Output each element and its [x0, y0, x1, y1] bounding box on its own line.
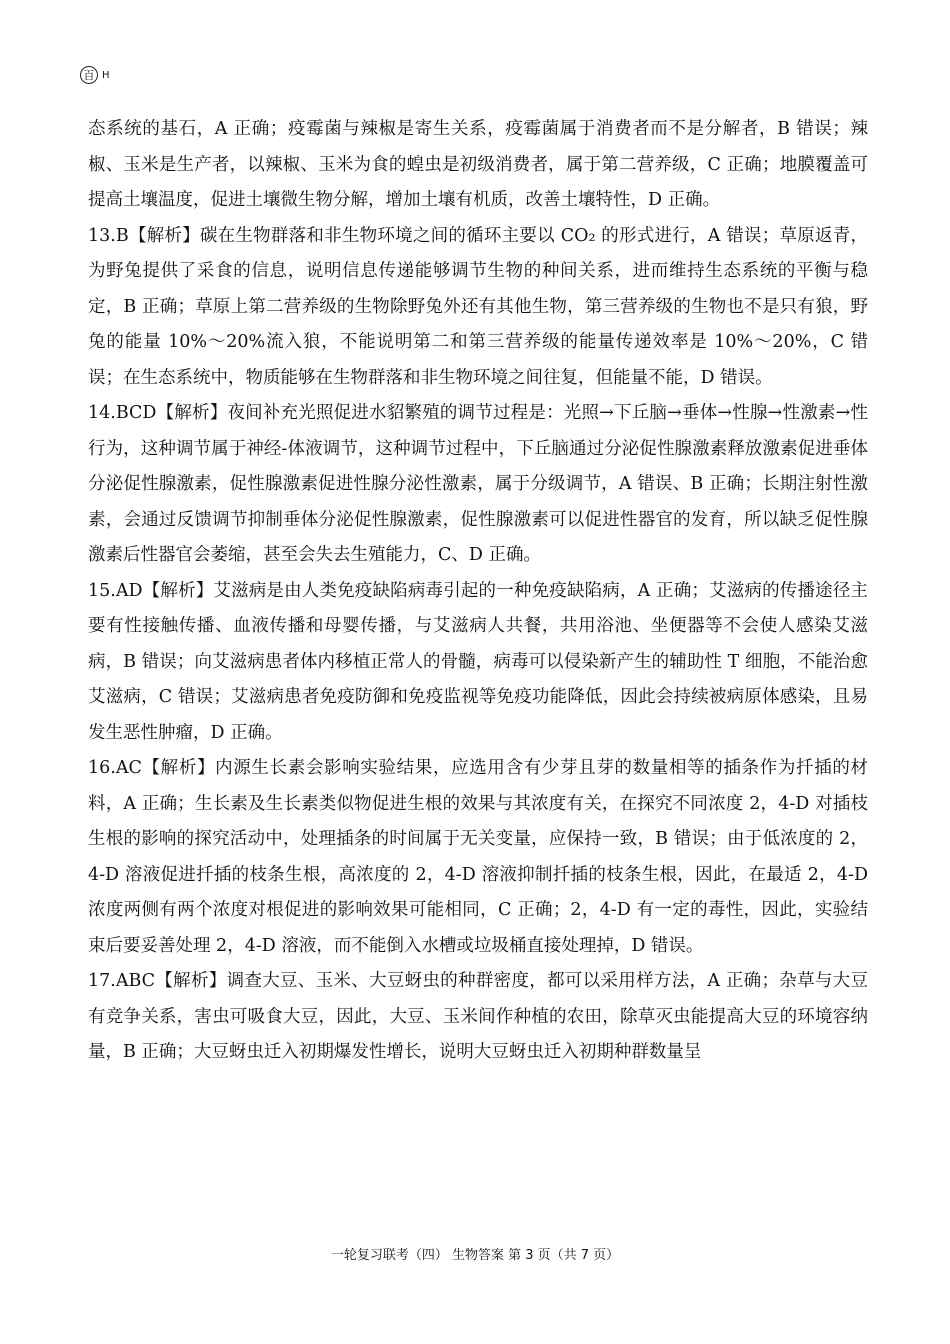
logo-letter: H: [102, 69, 110, 81]
paragraph-15: 15.AD【解析】艾滋病是由人类免疫缺陷病毒引起的一种免疫缺陷病，A 正确；艾滋病的传播途径主要有性接触传播、血液传播和母婴传播，与艾滋病人共餐，共用浴池、坐便器等不会使人感染艾滋病，B 错误；向艾滋病患者体内移植正常人的骨髓，病毒可以侵染新产生的辅助性 T 细胞，不能治愈艾滋病，C 错误；艾滋病患者免疫防御和免疫监视等免疫功能降低，因此会持续被病原体感染，且易发生恶性肿瘤，D 正确。: [88, 580, 868, 743]
paragraph-16: 16.AC【解析】内源生长素会影响实验结果，应选用含有少芽且芽的数量相等的插条作为扦插的材料，A 正确；生长素及生长素类似物促进生根的效果与其浓度有关，在探究不同浓度 2，4-D 对插枝生根的影响的探究活动中，处理插条的时间属于无关变量，应保持一致，B 错误；由于低浓度的 2，4-D 溶液促进扦插的枝条生根，高浓度的 2，4-D 溶液抑制扦插的枝条生根，因此，在最适 2，4-D 浓度两侧有两个浓度对根促进的影响效果可能相同，C 正确；2，4-D 有一定的毒性，因此，实验结束后要妥善处理 2，4-D 溶液，而不能倒入水槽或垃圾桶直接处理掉，D 错误。: [88, 758, 868, 956]
paragraph-13: 13.B【解析】碳在生物群落和非生物环境之间的循环主要以 CO₂ 的形式进行，A 错误；草原返青，为野兔提供了采食的信息，说明信息传递能够调节生物的种间关系，进而维持生态系统的平衡与稳定，B 正确；草原上第二营养级的生物除野兔外还有其他生物，第三营养级的生物也不是只有狼，野兔的能量 10%～20%流入狼，不能说明第二和第三营养级的能量传递效率是 10%～20%，C 错误；在生态系统中，物质能够在生物群落和非生物环境之间往复，但能量不能，D 错误。: [88, 225, 868, 388]
paragraph-17: 17.ABC【解析】调查大豆、玉米、大豆蚜虫的种群密度，都可以采用样方法，A 正确；杂草与大豆有竞争关系，害虫可吸食大豆，因此，大豆、玉米间作种植的农田，除草灭虫能提高大豆的环境容纳量，B 正确；大豆蚜虫迁入初期爆发性增长，说明大豆蚜虫迁入初期种群数量呈: [88, 971, 868, 1062]
answer-explanations: [88, 112, 868, 1071]
logo-circle-icon: 百: [80, 66, 98, 84]
paragraph-12-continued: 态系统的基石，A 正确；疫霉菌与辣椒是寄生关系，疫霉菌属于消费者而不是分解者，B 错误；辣椒、玉米是生产者，以辣椒、玉米为食的蝗虫是初级消费者，属于第二营养级，C 正确；地膜覆盖可提高土壤温度，促进土壤微生物分解，增加土壤有机质，改善土壤特性，D 正确。: [88, 119, 868, 210]
paragraph-14: 14.BCD【解析】夜间补充光照促进水貂繁殖的调节过程是：光照→下丘脑→垂体→性腺→性激素→性行为，这种调节属于神经-体液调节，这种调节过程中，下丘脑通过分泌促性腺激素释放激素促进垂体分泌促性腺激素，促性腺激素促进性腺分泌性激素，属于分级调节，A 错误、B 正确；长期注射性激素，会通过反馈调节抑制垂体分泌促性腺激素，促性腺激素可以促进性器官的发育，所以缺乏促性腺激素后性器官会萎缩，甚至会失去生殖能力，C、D 正确。: [88, 403, 868, 565]
page-footer: 一轮复习联考（四） 生物答案 第 3 页（共 7 页）: [330, 1248, 620, 1263]
publisher-logo: [80, 66, 110, 84]
